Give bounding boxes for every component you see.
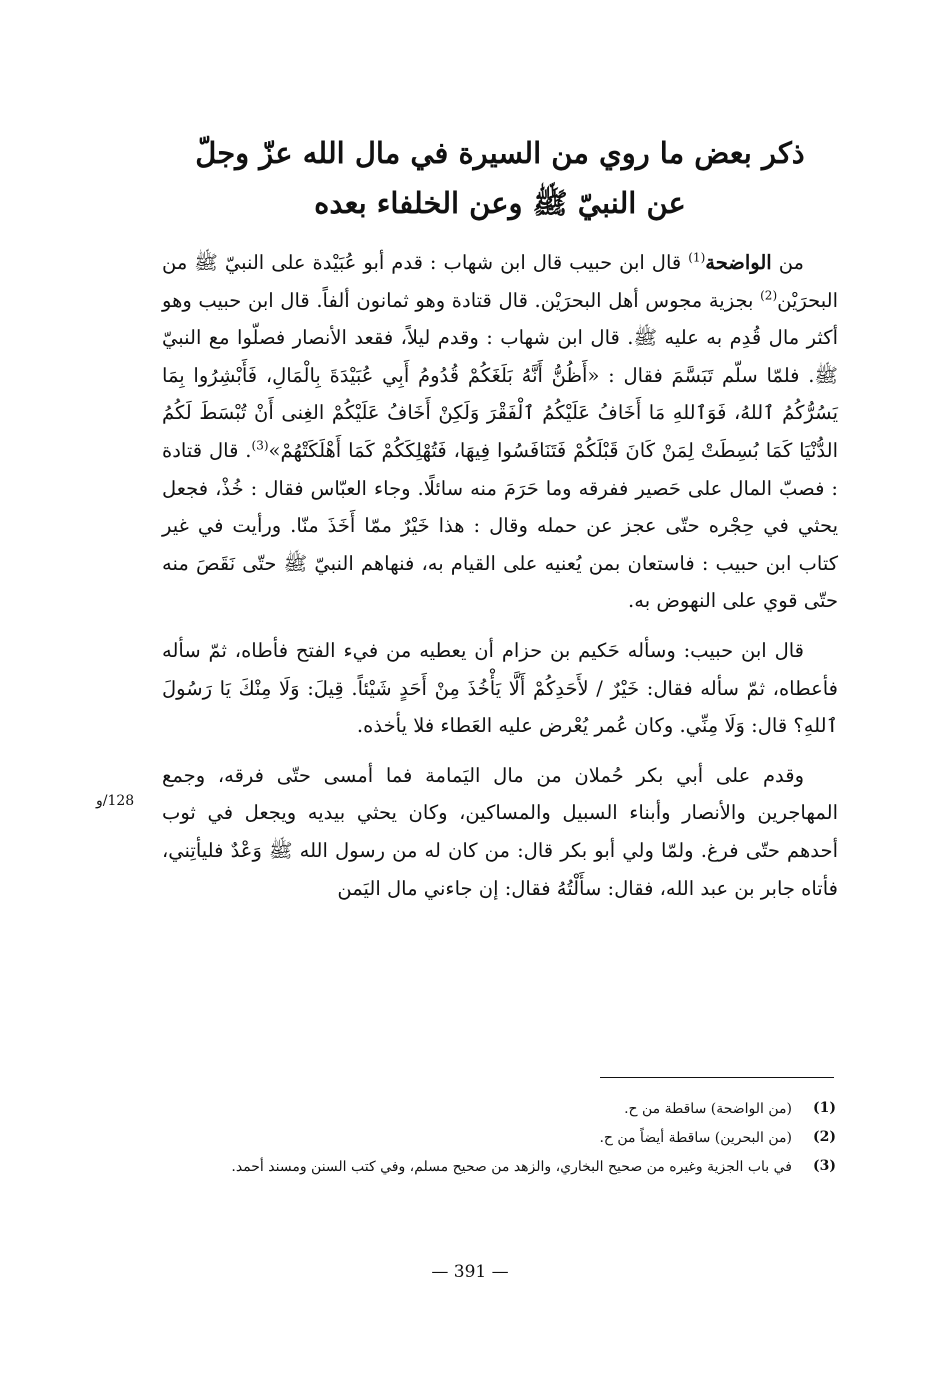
paragraph-1-text-b: بجزية مجوس أهل البحرَيْن. قال قتادة وهو ثمانون ألفاً. قال ابن حبيب وهو أكثر مال قُدِم به عليه ﷺ. قال ابن شهاب : وقدم ليلاً، فقعد الأنصار فصلّوا مع النبيّ ﷺ. فلمّا سلّم تَبَسَّمَ فقال : «أَظُنُّ أَنَّهُ بَلَغَكُمْ قُدُومُ أَبِي عُبَيْدَةَ بِالْمَالِ، فَأَبْشِرُوا بِمَا يَسُرُّكُمُ ٱللهُ، فَوَٱللهِ مَا أَخَافُ عَلَيْكُمُ ٱلْفَقْرَ وَلَكِنْ أَخَافُ عَلَيْكُمْ الغِنى أَنْ تُبْسَطَ لَكُمُ الدُّنْيَا كَمَا بُسِطَتْ لِمَنْ كَانَ قَبْلَكُمْ فَتَنَافَسُوا فِيهَا، فَتُهْلِكَكُمْ كَمَا أَهْلَكَتْهُمْ» bbox=[162, 288, 838, 462]
footnote-number: (1) bbox=[813, 1100, 836, 1116]
manuscript-folio-note: 128/و bbox=[96, 793, 135, 809]
footnote-text: (من الواضحة) ساقطة من ح. bbox=[624, 1101, 792, 1117]
page-number: — 391 — bbox=[431, 1262, 509, 1282]
paragraph-1-lead: من bbox=[778, 251, 804, 274]
paragraph-1-text-c: . قال قتادة : فصبّ المال على حَصير ففرقه وما حَرَمَ منه سائلًا. وجاء العبّاس فقال : خُذْ، فجعل يحثي في حِجْره حتّى عجز عن حمله وقال : هذا خَيْرٌ ممّا أَخَذَ منّا. ورأيت في غير كتاب ابن حبيب : فاستعان بمن يُعنيه على القيام به، فنهاهم النبيّ ﷺ حتّى نَقَصَ منه حتّى قوي على النهوض به. bbox=[162, 438, 838, 613]
footnote-number: (2) bbox=[813, 1129, 836, 1145]
paragraph-1 bbox=[162, 244, 838, 620]
footnote-text: (من البحرين) ساقطة أيضاً من ح. bbox=[599, 1130, 792, 1146]
footnote-ref-3: (3) bbox=[251, 438, 269, 453]
footnotes bbox=[160, 1094, 836, 1181]
footnote-number: (3) bbox=[813, 1158, 836, 1174]
footnote-1 bbox=[160, 1094, 836, 1123]
footnote-2 bbox=[160, 1123, 836, 1152]
footnote-3 bbox=[160, 1152, 836, 1181]
footnote-ref-1: (1) bbox=[688, 250, 706, 265]
paragraph-3: وقدم على أبي بكر حُملان من مال اليَمامة فما أمسى حتّى فرقه، وجمع المهاجرين والأنصار وأبناء السبيل والمساكين، وكان يحثي بيديه ويجعل في ثوب أحدهم حتّى فرغ. ولمّا ولي أبو بكر قال: من كان له من رسول الله ﷺ وَعْدٌ فليأتِني، فأتاه جابر بن عبد الله، فقال: سأَلْتُهُ فقال: إن جاءني مال اليَمن bbox=[162, 763, 838, 900]
source-term: الواضحة bbox=[705, 251, 772, 274]
chapter-title bbox=[160, 128, 840, 228]
footnote-text: في باب الجزية وغيره من صحيح البخاري، والزهد من صحيح مسلم، وفي كتب السنن ومسند أحمد. bbox=[231, 1159, 792, 1175]
paragraph-2: قال ابن حبيب: وسأله حَكيم بن حزام أن يعطيه من فيء الفتح فأطاه، ثمّ سأله فأعطاه، ثمّ سأله فقال: خَيْرٌ / لأَحَدِكُمْ أَلَّا يَأْخُذَ مِنْ أَحَدٍ شَيْئاً. قِيلَ: وَلَا مِنْكَ يَا رَسُولَ ٱللهِ؟ قال: وَلَا مِنِّي. وكان عُمر يُعْرض عليه العَطاء فلا يأخذه. bbox=[162, 638, 838, 738]
title-line-2: عن النبيّ ﷺ وعن الخلفاء بعده bbox=[314, 186, 686, 220]
footnote-separator bbox=[600, 1077, 834, 1078]
title-line-1: ذكر بعض ما روي من السيرة في مال الله عزّ وجلّ bbox=[195, 136, 805, 170]
body-text bbox=[162, 244, 838, 907]
footnote-ref-2: (2) bbox=[760, 288, 778, 303]
paragraph-1-text-a: قال ابن حبيب قال ابن شهاب : قدم أبو عُبَيْدة على النبيّ ﷺ من البحرَيْن bbox=[162, 251, 838, 312]
